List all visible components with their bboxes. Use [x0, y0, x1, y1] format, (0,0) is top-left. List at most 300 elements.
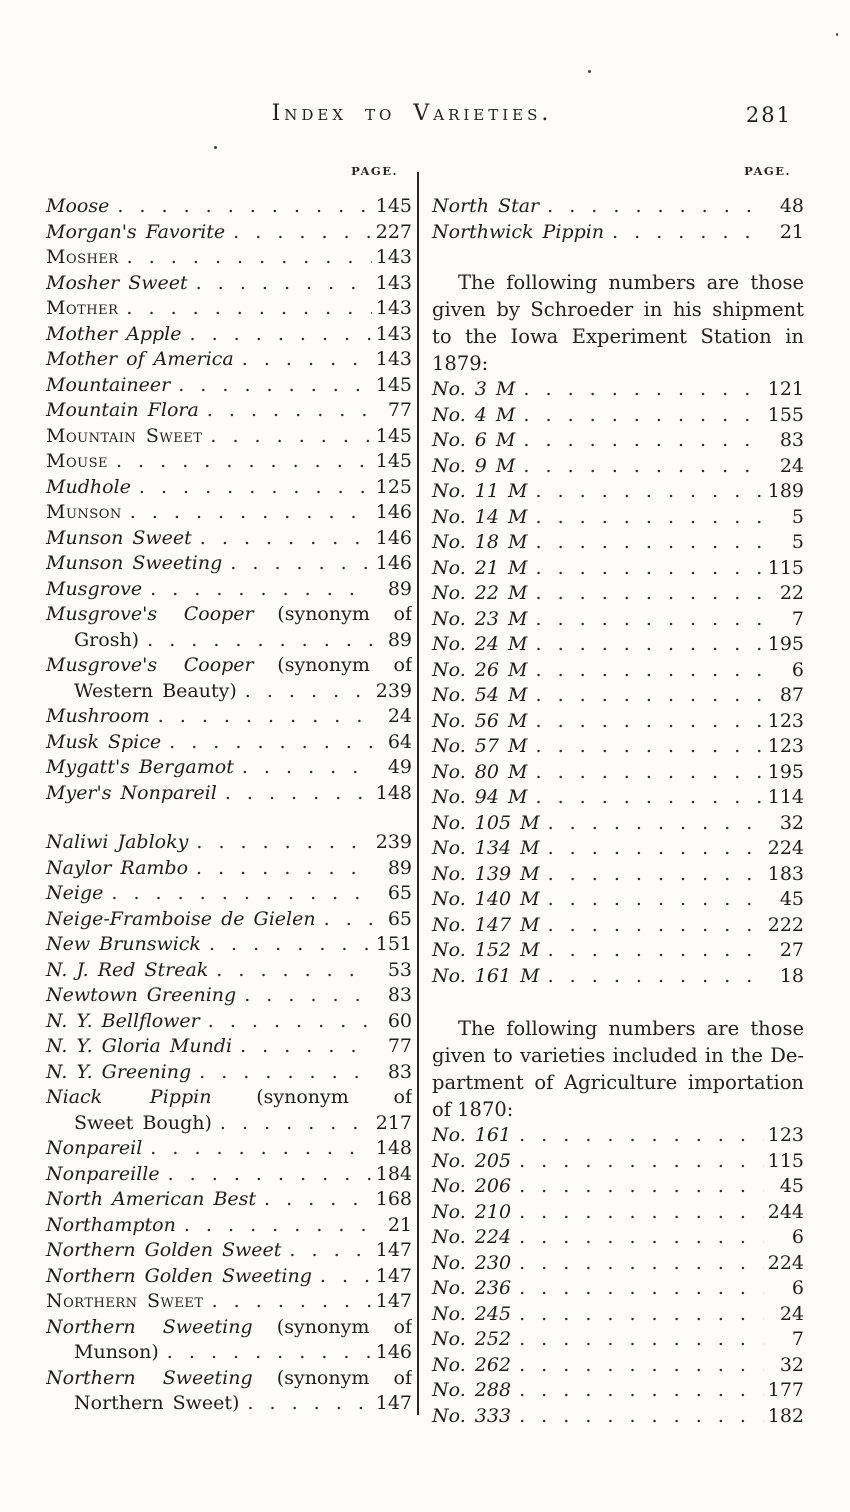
entry-name-line: [46, 653, 412, 679]
entry-page-number: 147: [375, 1290, 412, 1312]
index-entry: [46, 1315, 412, 1366]
entry-page-number: 6: [791, 1226, 804, 1248]
folio-page-number: 281: [745, 103, 792, 127]
index-entry: [46, 781, 412, 807]
entry-name: No. 252: [432, 1328, 512, 1350]
dot-leader: [217, 781, 372, 807]
index-entry: [432, 607, 804, 633]
index-entry: [46, 296, 412, 322]
entry-page-number: 60: [387, 1009, 412, 1032]
dot-leader: [540, 887, 764, 913]
entry-continuation: Grosh): [74, 628, 140, 651]
entry-page-number: 65: [387, 882, 412, 904]
entry-page-number: 83: [387, 1060, 412, 1083]
index-entry: [46, 475, 412, 501]
index-entry: [46, 881, 412, 907]
index-entry: [46, 983, 412, 1009]
index-entry: [46, 347, 412, 373]
entry-name: No. 94 M: [432, 786, 528, 808]
entry-name: Mountain Flora: [46, 399, 199, 421]
agriculture-number-list: [432, 1123, 804, 1429]
scan-speck: [588, 70, 591, 73]
entry-synonym-suffix: (synonym of: [276, 1315, 412, 1338]
index-entry: [432, 887, 804, 913]
entry-name: Mother: [46, 297, 119, 319]
entry-page-number: 5: [791, 505, 804, 528]
index-entry: [432, 632, 804, 658]
index-entry: [46, 602, 412, 653]
entry-name: No. 152 M: [432, 939, 540, 961]
entry-synonym-suffix: (synonym of: [277, 654, 412, 676]
entry-page-number: 7: [791, 1328, 804, 1350]
entry-name: N. Y. Bellflower: [46, 1009, 200, 1032]
entry-name: No. 26 M: [432, 658, 528, 681]
index-entry: [432, 1149, 804, 1175]
entry-page-number: 45: [779, 1175, 804, 1197]
entry-page-number: 145: [375, 424, 412, 447]
entry-name: No. 11 M: [432, 480, 528, 502]
dot-leader: [511, 1302, 764, 1328]
entry-page-number: 146: [375, 501, 412, 523]
dot-leader: [511, 1149, 764, 1175]
scan-speck: [214, 146, 217, 149]
entry-page-number: 21: [779, 220, 804, 243]
dot-leader: [176, 1213, 372, 1239]
index-entry: [46, 653, 412, 704]
entry-page-number: 177: [767, 1379, 804, 1401]
dot-leader: [108, 449, 372, 475]
entry-name: Musgrove: [46, 577, 143, 600]
entry-name: Musgrove's Cooper: [46, 654, 254, 676]
dot-leader: [511, 1123, 764, 1149]
dot-leader: [511, 1378, 764, 1404]
dot-leader: [527, 581, 764, 607]
left-column: [46, 163, 412, 1417]
index-entry: [432, 505, 804, 531]
dot-leader: [316, 907, 372, 933]
dot-leader: [188, 856, 372, 882]
index-entry: [46, 1060, 412, 1086]
entry-name: Northern Golden Sweet: [46, 1239, 282, 1261]
dot-leader: [103, 881, 372, 907]
index-entry: [432, 1302, 804, 1328]
entry-page-number: 184: [375, 1162, 412, 1185]
dot-leader: [312, 1264, 372, 1290]
entry-page-number: 146: [375, 1341, 412, 1363]
index-entry: [432, 1378, 804, 1404]
entry-page-number: 6: [791, 658, 804, 681]
entry-name: No. 161 M: [432, 964, 540, 987]
entry-page-number: 24: [779, 454, 804, 477]
dot-leader: [527, 683, 764, 709]
dot-leader: [515, 428, 764, 454]
dot-leader: [225, 220, 372, 246]
dot-leader: [527, 607, 764, 633]
entry-page-number: 183: [767, 862, 804, 885]
index-entry: [432, 1327, 804, 1353]
dot-leader: [527, 785, 764, 811]
dot-leader: [131, 475, 372, 501]
entry-page-number: 53: [387, 958, 412, 981]
entry-name: Newtown Greening: [46, 984, 237, 1006]
entry-name-line: [46, 1315, 412, 1341]
dot-leader: [150, 704, 372, 730]
dot-leader: [604, 220, 764, 246]
entry-page-number: 244: [767, 1200, 804, 1223]
entry-page-number: 89: [387, 856, 412, 879]
entry-name: No. 57 M: [432, 735, 528, 757]
dot-leader: [118, 296, 372, 322]
dot-leader: [511, 1276, 764, 1302]
entry-page-number: 32: [779, 1353, 804, 1376]
paragraph-line: of 1870:: [432, 1098, 514, 1121]
entry-name: No. 56 M: [432, 709, 528, 732]
index-entry: [46, 577, 412, 603]
entry-name: No. 210: [432, 1200, 512, 1223]
entry-continuation: Munson): [74, 1341, 159, 1363]
entry-page-number: 145: [375, 450, 412, 472]
index-entry: [46, 449, 412, 475]
entry-name: No. 80 M: [432, 760, 528, 783]
index-entry: [46, 958, 412, 984]
index-entry: [432, 734, 804, 760]
entry-page-number: 83: [387, 984, 412, 1006]
entry-name: Northern Golden Sweeting: [46, 1264, 312, 1287]
entry-name: No. 14 M: [432, 505, 528, 528]
entry-name: No. 236: [432, 1277, 512, 1299]
dot-leader: [119, 245, 372, 271]
index-entry: [46, 220, 412, 246]
entry-page-number: 27: [779, 939, 804, 961]
entry-page-number: 222: [767, 913, 804, 936]
dot-leader: [527, 505, 764, 531]
entry-name: N. J. Red Streak: [46, 958, 209, 981]
dot-leader: [142, 1136, 372, 1162]
entry-page-number: 115: [767, 1149, 804, 1172]
dot-leader: [199, 398, 372, 424]
entry-continuation-line: [46, 1340, 412, 1366]
entry-name: Munson: [46, 501, 122, 523]
entry-name-line: [46, 1366, 412, 1392]
entry-continuation-line: [46, 1111, 412, 1137]
index-entry: [432, 1251, 804, 1277]
index-entry: [46, 373, 412, 399]
entry-name: No. 21 M: [432, 556, 528, 579]
right-column: [432, 163, 804, 1429]
dot-leader: [122, 500, 372, 526]
index-entry: [46, 245, 412, 271]
dot-leader: [515, 403, 764, 429]
dot-leader: [159, 1340, 372, 1366]
left-index-list: [46, 194, 412, 1417]
index-entry: [432, 428, 804, 454]
dot-leader: [188, 271, 372, 297]
dot-leader: [515, 377, 764, 403]
entry-name: No. 23 M: [432, 607, 528, 630]
dot-leader: [161, 730, 372, 756]
index-entry: [432, 530, 804, 556]
index-entry: [432, 454, 804, 480]
entry-page-number: 146: [375, 526, 412, 549]
index-entry: [46, 398, 412, 424]
entry-page-number: 45: [779, 888, 804, 910]
entry-page-number: 147: [375, 1264, 412, 1287]
entry-page-number: 147: [375, 1392, 412, 1414]
dot-leader: [256, 1187, 372, 1213]
entry-page-number: 224: [767, 837, 804, 859]
entry-name: Northwick Pippin: [432, 220, 605, 243]
index-entry: [432, 785, 804, 811]
index-entry: [432, 220, 804, 246]
dot-leader: [511, 1251, 764, 1277]
entry-page-number: 125: [375, 475, 412, 498]
index-entry: [432, 811, 804, 837]
index-entry: [432, 1276, 804, 1302]
entry-page-number: 77: [387, 1035, 412, 1057]
entry-name: No. 262: [432, 1353, 512, 1376]
dot-leader: [234, 755, 372, 781]
entry-name: Neige-Framboise de Gielen: [46, 907, 316, 930]
entry-name: North Star: [432, 195, 540, 217]
entry-page-number: 151: [375, 933, 412, 955]
entry-page-number: 24: [779, 1302, 804, 1325]
entry-page-number: 77: [387, 399, 412, 421]
entry-name: North American Best: [46, 1188, 257, 1210]
dot-leader: [222, 551, 372, 577]
entry-name: Morgan's Favorite: [46, 220, 226, 243]
entry-page-number: 87: [779, 684, 804, 706]
dot-leader: [540, 938, 764, 964]
dot-leader: [191, 1060, 372, 1086]
agriculture-note-paragraph: [432, 1015, 804, 1123]
index-entry: [432, 683, 804, 709]
entry-name-line: [46, 602, 412, 628]
dot-leader: [527, 530, 764, 556]
dot-leader: [236, 983, 372, 1009]
paragraph-line: partment of Agriculture importation: [432, 1071, 804, 1094]
index-entry: [432, 1353, 804, 1379]
index-entry: [432, 1174, 804, 1200]
index-entry: [46, 1238, 412, 1264]
entry-page-number: 32: [779, 811, 804, 834]
entry-name: No. 288: [432, 1379, 512, 1401]
dot-leader: [142, 577, 372, 603]
paragraph-line: given to varieties included in the De-: [432, 1044, 804, 1067]
entry-page-number: 89: [387, 628, 412, 651]
index-entry: [46, 1162, 412, 1188]
dot-leader: [540, 862, 764, 888]
entry-page-number: 123: [767, 709, 804, 732]
dot-leader: [527, 734, 764, 760]
index-entry: [432, 377, 804, 403]
index-entry: [46, 1009, 412, 1035]
dot-leader: [281, 1238, 372, 1264]
entry-name: No. 230: [432, 1251, 512, 1274]
index-entry: [432, 760, 804, 786]
entry-name: Mouse: [46, 450, 108, 472]
index-entry: [46, 1289, 412, 1315]
dot-leader: [540, 913, 764, 939]
entry-name: Mountaineer: [46, 373, 171, 396]
entry-page-number: 239: [375, 679, 412, 702]
paragraph-line: given by Schroeder in his shipment: [432, 298, 804, 321]
entry-page-number: 123: [767, 1124, 804, 1146]
entry-page-number: 7: [791, 607, 804, 630]
entry-name: Mushroom: [46, 705, 150, 727]
entry-continuation: Sweet Bough): [74, 1111, 212, 1134]
entry-name: No. 147 M: [432, 913, 540, 936]
index-entry: [46, 194, 412, 220]
dot-leader: [160, 1162, 372, 1188]
entry-page-number: 147: [375, 1239, 412, 1261]
entry-page-number: 143: [375, 322, 412, 345]
dot-leader: [237, 679, 372, 705]
index-entry: [432, 581, 804, 607]
index-entry: [46, 1187, 412, 1213]
entry-continuation: Western Beauty): [74, 679, 237, 702]
entry-page-number: 5: [791, 531, 804, 553]
dot-leader: [540, 964, 764, 990]
paragraph-line: to the Iowa Experiment Station in: [432, 325, 804, 348]
dot-leader: [204, 1289, 372, 1315]
entry-name: Mother Apple: [46, 322, 182, 345]
entry-page-number: 155: [767, 403, 804, 426]
entry-name: Mudhole: [46, 475, 131, 498]
entry-name: No. 140 M: [432, 888, 540, 910]
entry-name: Niack Pippin: [46, 1086, 212, 1108]
index-entry: [46, 1085, 412, 1136]
entry-page-number: 114: [767, 786, 804, 808]
dot-leader: [527, 709, 764, 735]
entry-page-number: 145: [375, 195, 412, 217]
column-divider-rule: [417, 172, 419, 1415]
entry-name: Northern Sweeting: [46, 1315, 253, 1338]
index-entry: [46, 1136, 412, 1162]
index-entry: [432, 403, 804, 429]
index-entry: [46, 704, 412, 730]
entry-name: No. 9 M: [432, 454, 516, 477]
schroeder-number-list: [432, 377, 804, 989]
entry-name: No. 245: [432, 1302, 512, 1325]
index-entry: [46, 1034, 412, 1060]
dot-leader: [540, 811, 764, 837]
dot-leader: [511, 1404, 764, 1430]
index-entry: [46, 322, 412, 348]
entry-page-number: 217: [375, 1111, 412, 1134]
entry-page-number: 146: [375, 552, 412, 574]
entry-name: Mosher Sweet: [46, 271, 188, 294]
entry-page-number: 143: [375, 297, 412, 319]
entry-name: N. Y. Gloria Mundi: [46, 1035, 233, 1057]
index-entry: [46, 830, 412, 856]
dot-leader: [511, 1200, 764, 1226]
entry-continuation-line: [46, 628, 412, 654]
entry-name: Nonpareil: [46, 1137, 143, 1159]
dot-leader: [527, 760, 764, 786]
index-entry: [432, 1225, 804, 1251]
dot-leader: [515, 454, 764, 480]
schroeder-note-paragraph: [432, 269, 804, 377]
entry-name: No. 205: [432, 1149, 512, 1172]
entry-page-number: 22: [779, 582, 804, 604]
entry-name: Naliwi Jabloky: [46, 831, 189, 853]
entry-continuation: Northern Sweet): [74, 1392, 240, 1414]
index-entry: [432, 479, 804, 505]
dot-leader: [239, 1391, 372, 1417]
entry-name: Moose: [46, 195, 110, 217]
index-entry: [432, 862, 804, 888]
index-entry: [432, 1123, 804, 1149]
entry-page-number: 83: [779, 429, 804, 451]
entry-page-number: 227: [375, 220, 412, 243]
entry-name: No. 24 M: [432, 633, 528, 655]
entry-name: New Brunswick: [46, 933, 201, 955]
entry-name: Nonpareille: [46, 1162, 160, 1185]
entry-name: Munson Sweet: [46, 526, 192, 549]
paragraph-line: 1879:: [432, 352, 489, 375]
dot-leader: [208, 958, 372, 984]
entry-name: No. 134 M: [432, 837, 540, 859]
dot-leader: [527, 479, 764, 505]
entry-name: No. 224: [432, 1226, 512, 1248]
dot-leader: [188, 830, 372, 856]
dot-leader: [201, 932, 372, 958]
dot-leader: [170, 373, 372, 399]
entry-page-number: 48: [779, 195, 804, 217]
entry-page-number: 24: [387, 705, 412, 727]
entry-name: No. 139 M: [432, 862, 540, 885]
entry-page-number: 224: [767, 1251, 804, 1274]
index-entry: [46, 730, 412, 756]
dot-leader: [202, 424, 372, 450]
scan-speck: [836, 33, 838, 36]
dot-leader: [527, 658, 764, 684]
entry-name: Musgrove's Cooper: [46, 603, 254, 625]
entry-page-number: 143: [375, 271, 412, 294]
entry-page-number: 64: [387, 730, 412, 753]
entry-continuation-line: [46, 679, 412, 705]
entry-name: Northern Sweet: [46, 1290, 204, 1312]
entry-name: Northern Sweeting: [46, 1366, 253, 1389]
index-entry: [432, 709, 804, 735]
entry-name: Musk Spice: [46, 730, 162, 753]
entry-name: No. 161: [432, 1124, 512, 1146]
index-entry: [432, 836, 804, 862]
entry-page-number: 189: [767, 480, 804, 502]
index-entry: [46, 1213, 412, 1239]
entry-name: Naylor Rambo: [46, 856, 189, 879]
dot-leader: [139, 628, 372, 654]
index-entry: [46, 1366, 412, 1417]
entry-name: Myer's Nonpareil: [46, 781, 217, 804]
index-entry: [46, 856, 412, 882]
entry-name: No. 18 M: [432, 531, 528, 553]
entry-page-number: 145: [375, 373, 412, 396]
entry-continuation-line: [46, 1391, 412, 1417]
entry-page-number: 121: [767, 378, 804, 400]
entry-name: Munson Sweeting: [46, 552, 223, 574]
dot-leader: [511, 1353, 764, 1379]
entry-page-number: 143: [375, 348, 412, 370]
entry-page-number: 18: [779, 964, 804, 987]
entry-name: No. 6 M: [432, 429, 516, 451]
entry-page-number: 239: [375, 831, 412, 853]
dot-leader: [212, 1111, 372, 1137]
entry-name: No. 333: [432, 1404, 512, 1427]
entry-synonym-suffix: (synonym of: [276, 1366, 412, 1389]
paragraph-line: The following numbers are those: [458, 1017, 804, 1040]
dot-leader: [511, 1174, 764, 1200]
